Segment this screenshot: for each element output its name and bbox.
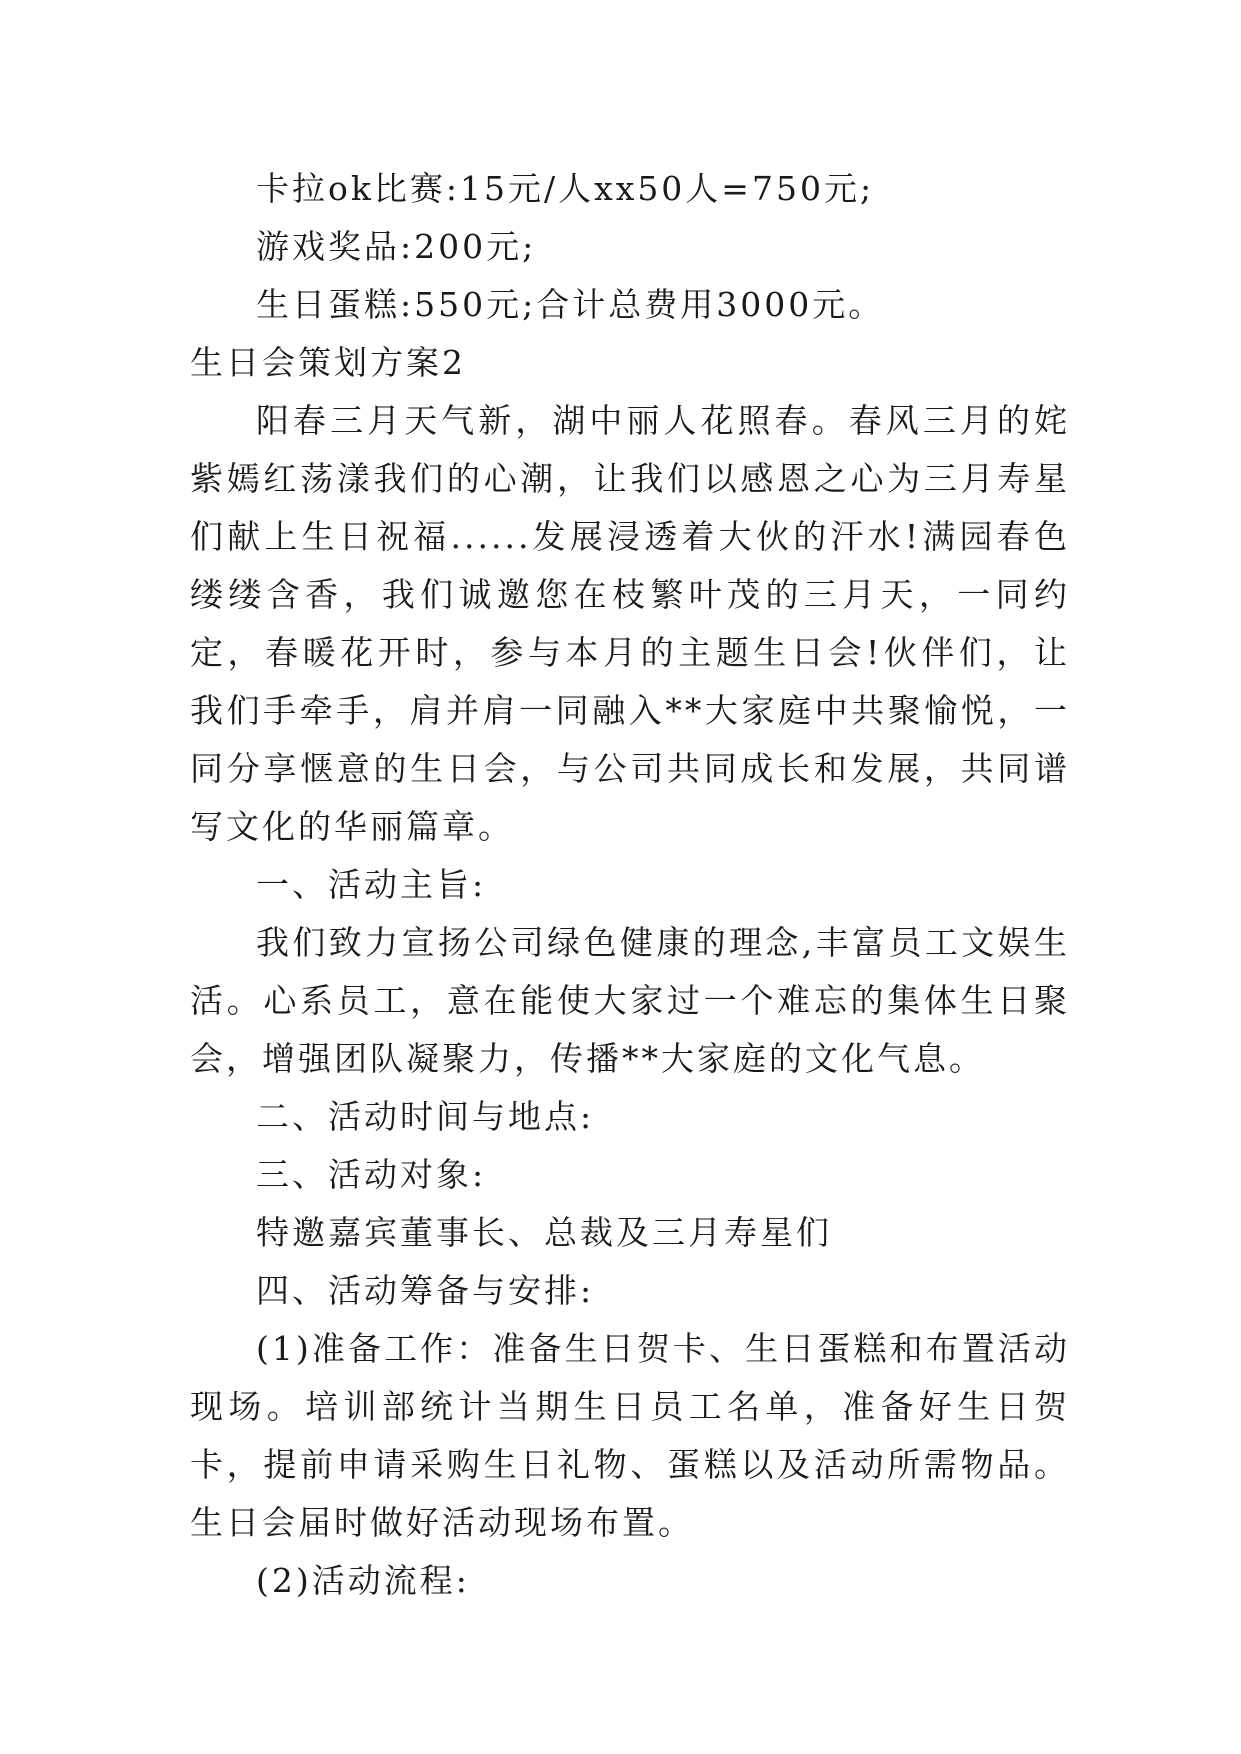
section-title: 生日会策划方案2 <box>190 343 466 382</box>
budget-cake-total: 生日蛋糕:550元;合计总费用3000元。 <box>256 285 885 324</box>
document-body <box>190 160 1070 1610</box>
heading-time-place: 二、活动时间与地点: <box>256 1097 595 1136</box>
heading-audience: 三、活动对象: <box>256 1155 487 1194</box>
preparation-paragraph: (1)准备工作：准备生日贺卡、生日蛋糕和布置活动现场。培训部统计当期生日员工名单，准备好生日贺卡，提前申请采购生日礼物、蛋糕以及活动所需物品。生日会届时做好活动现场布置。 <box>190 1329 1070 1542</box>
intro-paragraph: 阳春三月天气新，湖中丽人花照春。春风三月的姹紫嫣红荡漾我们的心潮，让我们以感恩之心为三月寿星们献上生日祝福......发展浸透着大伙的汗水!满园春色缕缕含香，我们诚邀您在枝繁叶茂的三月天，一同约定，春暖花开时，参与本月的主题生日会!伙伴们，让我们手牵手，肩并肩一同融入**大家庭中共聚愉悦，一同分享惬意的生日会，与公司共同成长和发展，共同谱写文化的华丽篇章。 <box>190 401 1070 846</box>
heading-purpose: 一、活动主旨: <box>256 865 487 904</box>
heading-process: (2)活动流程: <box>256 1561 470 1600</box>
purpose-paragraph: 我们致力宣扬公司绿色健康的理念,丰富员工文娱生活。心系员工，意在能使大家过一个难忘的集体生日聚会，增强团队凝聚力，传播**大家庭的文化气息。 <box>190 923 1070 1078</box>
budget-karaoke: 卡拉ok比赛:15元/人xx50人=750元; <box>256 169 875 208</box>
audience-paragraph: 特邀嘉宾董事长、总裁及三月寿星们 <box>256 1213 832 1252</box>
heading-preparation: 四、活动筹备与安排: <box>256 1271 595 1310</box>
budget-game-prizes: 游戏奖品:200元; <box>256 227 537 266</box>
